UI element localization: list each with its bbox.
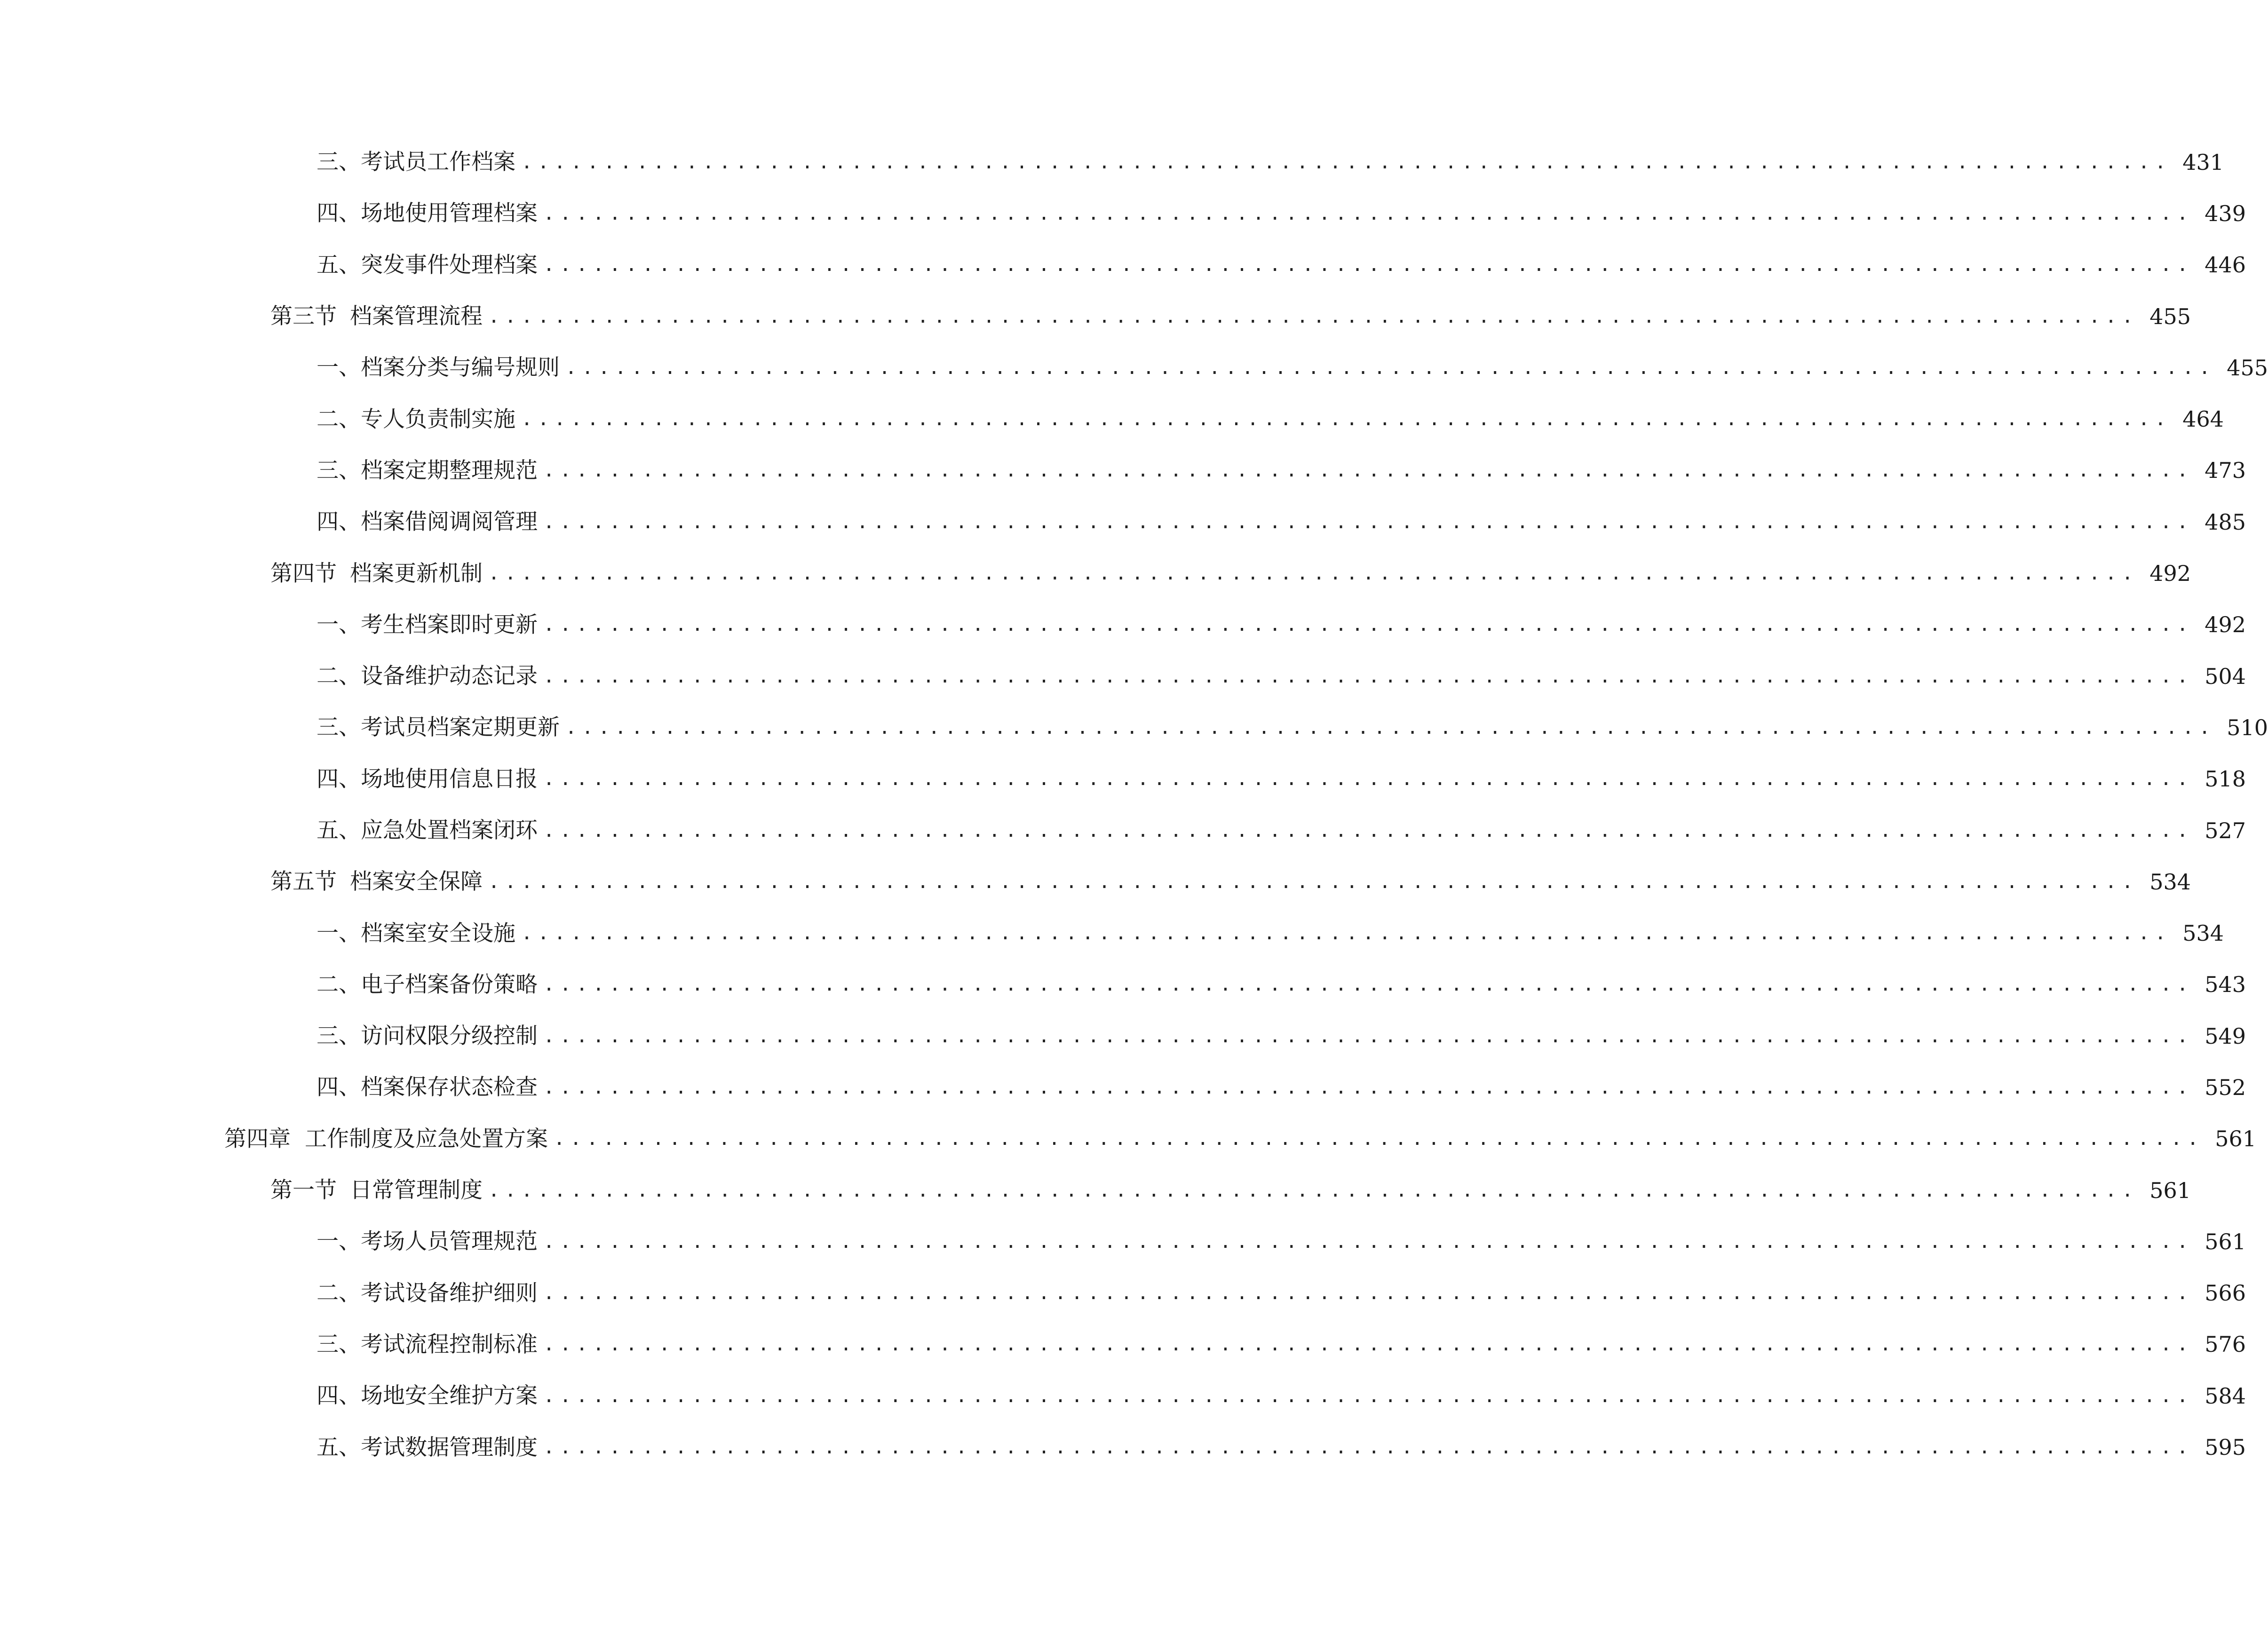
- toc-entry[interactable]: [0, 1062, 2246, 1113]
- toc-entry[interactable]: [0, 239, 2246, 291]
- toc-entry-page: 543: [2205, 972, 2246, 998]
- toc-entry-title: 日常管理制度: [350, 1177, 483, 1204]
- dot-leader: ....................................................................................................: [543, 768, 2194, 790]
- toc-entry-number: 四、: [317, 766, 361, 792]
- toc-entry[interactable]: [0, 1165, 2191, 1216]
- toc-entry-number: 二、: [317, 1280, 361, 1306]
- toc-entry-title: 突发事件处理档案: [361, 252, 538, 278]
- dot-leader: ....................................................................................................: [488, 305, 2139, 327]
- dot-leader: ....................................................................................................: [488, 563, 2139, 585]
- toc-entry-title: 档案定期整理规范: [361, 457, 538, 484]
- toc-entry-title: 应急处置档案闭环: [361, 817, 538, 843]
- toc-entry-number: 第三节: [270, 303, 337, 330]
- toc-entry-page: 561: [2205, 1229, 2246, 1254]
- toc-entry-number: 一、: [317, 355, 361, 381]
- toc-entry-page: 446: [2205, 252, 2246, 278]
- toc-entry-page: 584: [2205, 1383, 2246, 1409]
- toc-entry[interactable]: [0, 1421, 2246, 1473]
- toc-entry-number: 一、: [317, 611, 361, 638]
- toc-entry-number: 一、: [317, 920, 361, 946]
- toc-entry-page: 549: [2205, 1023, 2246, 1049]
- toc-entry[interactable]: [0, 188, 2246, 239]
- toc-entry-page: 561: [2215, 1126, 2257, 1152]
- dot-leader: ....................................................................................................: [543, 202, 2194, 224]
- toc-entry-number: 三、: [317, 1023, 361, 1049]
- toc-entry[interactable]: [0, 342, 2268, 393]
- toc-entry-page: 455: [2149, 303, 2191, 329]
- toc-entry-title: 工作制度及应急处置方案: [305, 1126, 548, 1152]
- toc-entry-page: 455: [2227, 355, 2268, 381]
- toc-entry-title: 考试设备维护细则: [361, 1280, 538, 1306]
- toc-entry-number: 三、: [317, 149, 361, 175]
- dot-leader: ....................................................................................................: [565, 716, 2216, 738]
- toc-entry-title: 档案更新机制: [350, 560, 483, 587]
- toc-entry-page: 439: [2205, 200, 2246, 226]
- toc-entry-title: 设备维护动态记录: [361, 663, 538, 690]
- toc-entry-page: 485: [2205, 509, 2246, 535]
- toc-entry[interactable]: [0, 1370, 2246, 1421]
- toc-entry-number: 三、: [317, 714, 361, 741]
- toc-entry-title: 档案保存状态检查: [361, 1074, 538, 1101]
- toc-entry-page: 561: [2149, 1177, 2191, 1203]
- toc-entry-title: 档案分类与编号规则: [361, 355, 560, 381]
- toc-entry[interactable]: [0, 856, 2191, 907]
- toc-entry-title: 场地安全维护方案: [361, 1383, 538, 1409]
- dot-leader: ....................................................................................................: [554, 1128, 2204, 1150]
- toc-entry-page: 492: [2149, 561, 2191, 587]
- dot-leader: ....................................................................................................: [543, 254, 2194, 276]
- toc-entry-number: 三、: [317, 457, 361, 484]
- toc-entry-page: 527: [2205, 817, 2246, 843]
- toc-entry-page: 510: [2227, 714, 2268, 740]
- toc-entry-title: 考生档案即时更新: [361, 611, 538, 638]
- toc-entry-number: 二、: [317, 663, 361, 690]
- dot-leader: ....................................................................................................: [521, 408, 2172, 430]
- toc-entry[interactable]: [0, 959, 2246, 1010]
- toc-entry-number: 四、: [317, 1383, 361, 1409]
- dot-leader: ....................................................................................................: [488, 1179, 2139, 1201]
- toc-entry[interactable]: [0, 754, 2246, 805]
- toc-entry-number: 四、: [317, 200, 361, 227]
- toc-entry-page: 534: [2149, 869, 2191, 895]
- toc-entry-number: 五、: [317, 817, 361, 843]
- toc-entry-page: 518: [2205, 766, 2246, 792]
- toc-entry-title: 考试流程控制标准: [361, 1331, 538, 1357]
- toc-entry[interactable]: [0, 547, 2191, 599]
- toc-entry[interactable]: [0, 291, 2191, 342]
- toc-entry-page: 464: [2182, 406, 2224, 432]
- dot-leader: ....................................................................................................: [543, 1076, 2194, 1098]
- toc-entry-page: 576: [2205, 1332, 2246, 1357]
- toc-entry[interactable]: [0, 1319, 2246, 1370]
- dot-leader: ....................................................................................................: [543, 1385, 2194, 1407]
- toc-entry-page: 534: [2182, 920, 2224, 946]
- toc-entry-page: 566: [2205, 1280, 2246, 1306]
- toc-entry-number: 四、: [317, 1074, 361, 1101]
- toc-entry[interactable]: [0, 599, 2246, 650]
- toc-entry[interactable]: [0, 1113, 2257, 1165]
- dot-leader: ....................................................................................................: [543, 665, 2194, 687]
- toc-entry-title: 考试员工作档案: [361, 149, 515, 175]
- toc-entry[interactable]: [0, 702, 2268, 753]
- toc-entry-title: 场地使用信息日报: [361, 766, 538, 792]
- toc-entry-page: 504: [2205, 663, 2246, 689]
- toc-entry-title: 档案管理流程: [350, 303, 483, 330]
- toc-entry-page: 552: [2205, 1074, 2246, 1100]
- dot-leader: ....................................................................................................: [543, 511, 2194, 533]
- toc-entry-title: 档案室安全设施: [361, 920, 515, 946]
- dot-leader: ....................................................................................................: [488, 871, 2139, 893]
- toc-entry-title: 考试员档案定期更新: [361, 714, 560, 741]
- toc-entry[interactable]: [0, 650, 2246, 702]
- toc-entry[interactable]: [0, 393, 2224, 444]
- toc-entry[interactable]: [0, 445, 2246, 496]
- toc-entry[interactable]: [0, 136, 2224, 188]
- toc-entry-number: 第四章: [224, 1126, 291, 1152]
- dot-leader: ....................................................................................................: [521, 151, 2172, 173]
- toc-entry-title: 考场人员管理规范: [361, 1229, 538, 1255]
- dot-leader: ....................................................................................................: [543, 614, 2194, 636]
- toc-entry-number: 第一节: [270, 1177, 337, 1204]
- toc-entry-title: 专人负责制实施: [361, 406, 515, 432]
- toc-entry-page: 595: [2205, 1435, 2246, 1460]
- toc-entry-number: 第五节: [270, 869, 337, 895]
- toc-entry-page: 473: [2205, 458, 2246, 484]
- toc-entry-number: 二、: [317, 971, 361, 998]
- toc-entry-number: 三、: [317, 1331, 361, 1357]
- toc-entry-page: 431: [2182, 149, 2224, 175]
- toc-entry-number: 五、: [317, 252, 361, 278]
- toc-entry-number: 第四节: [270, 560, 337, 587]
- table-of-contents: [0, 136, 2268, 1473]
- dot-leader: ....................................................................................................: [543, 819, 2194, 841]
- dot-leader: ....................................................................................................: [543, 1436, 2194, 1459]
- toc-entry-page: 492: [2205, 612, 2246, 638]
- toc-entry-number: 四、: [317, 509, 361, 535]
- toc-entry-title: 访问权限分级控制: [361, 1023, 538, 1049]
- dot-leader: ....................................................................................................: [543, 1230, 2194, 1253]
- toc-entry-number: 一、: [317, 1229, 361, 1255]
- dot-leader: ....................................................................................................: [543, 460, 2194, 482]
- toc-entry[interactable]: [0, 1010, 2246, 1062]
- dot-leader: ....................................................................................................: [543, 974, 2194, 996]
- dot-leader: ....................................................................................................: [543, 1025, 2194, 1047]
- toc-entry-title: 考试数据管理制度: [361, 1434, 538, 1460]
- toc-entry[interactable]: [0, 1216, 2246, 1267]
- toc-entry-number: 二、: [317, 406, 361, 432]
- toc-entry-title: 场地使用管理档案: [361, 200, 538, 227]
- toc-entry-title: 档案安全保障: [350, 869, 483, 895]
- dot-leader: ....................................................................................................: [543, 1333, 2194, 1356]
- toc-entry[interactable]: [0, 805, 2246, 856]
- toc-entry-title: 电子档案备份策略: [361, 971, 538, 998]
- dot-leader: ....................................................................................................: [521, 922, 2172, 944]
- toc-entry[interactable]: [0, 496, 2246, 547]
- toc-entry[interactable]: [0, 907, 2224, 959]
- toc-entry-number: 五、: [317, 1434, 361, 1460]
- dot-leader: ....................................................................................................: [543, 1282, 2194, 1304]
- toc-entry-title: 档案借阅调阅管理: [361, 509, 538, 535]
- toc-entry[interactable]: [0, 1268, 2246, 1319]
- dot-leader: ....................................................................................................: [565, 357, 2216, 379]
